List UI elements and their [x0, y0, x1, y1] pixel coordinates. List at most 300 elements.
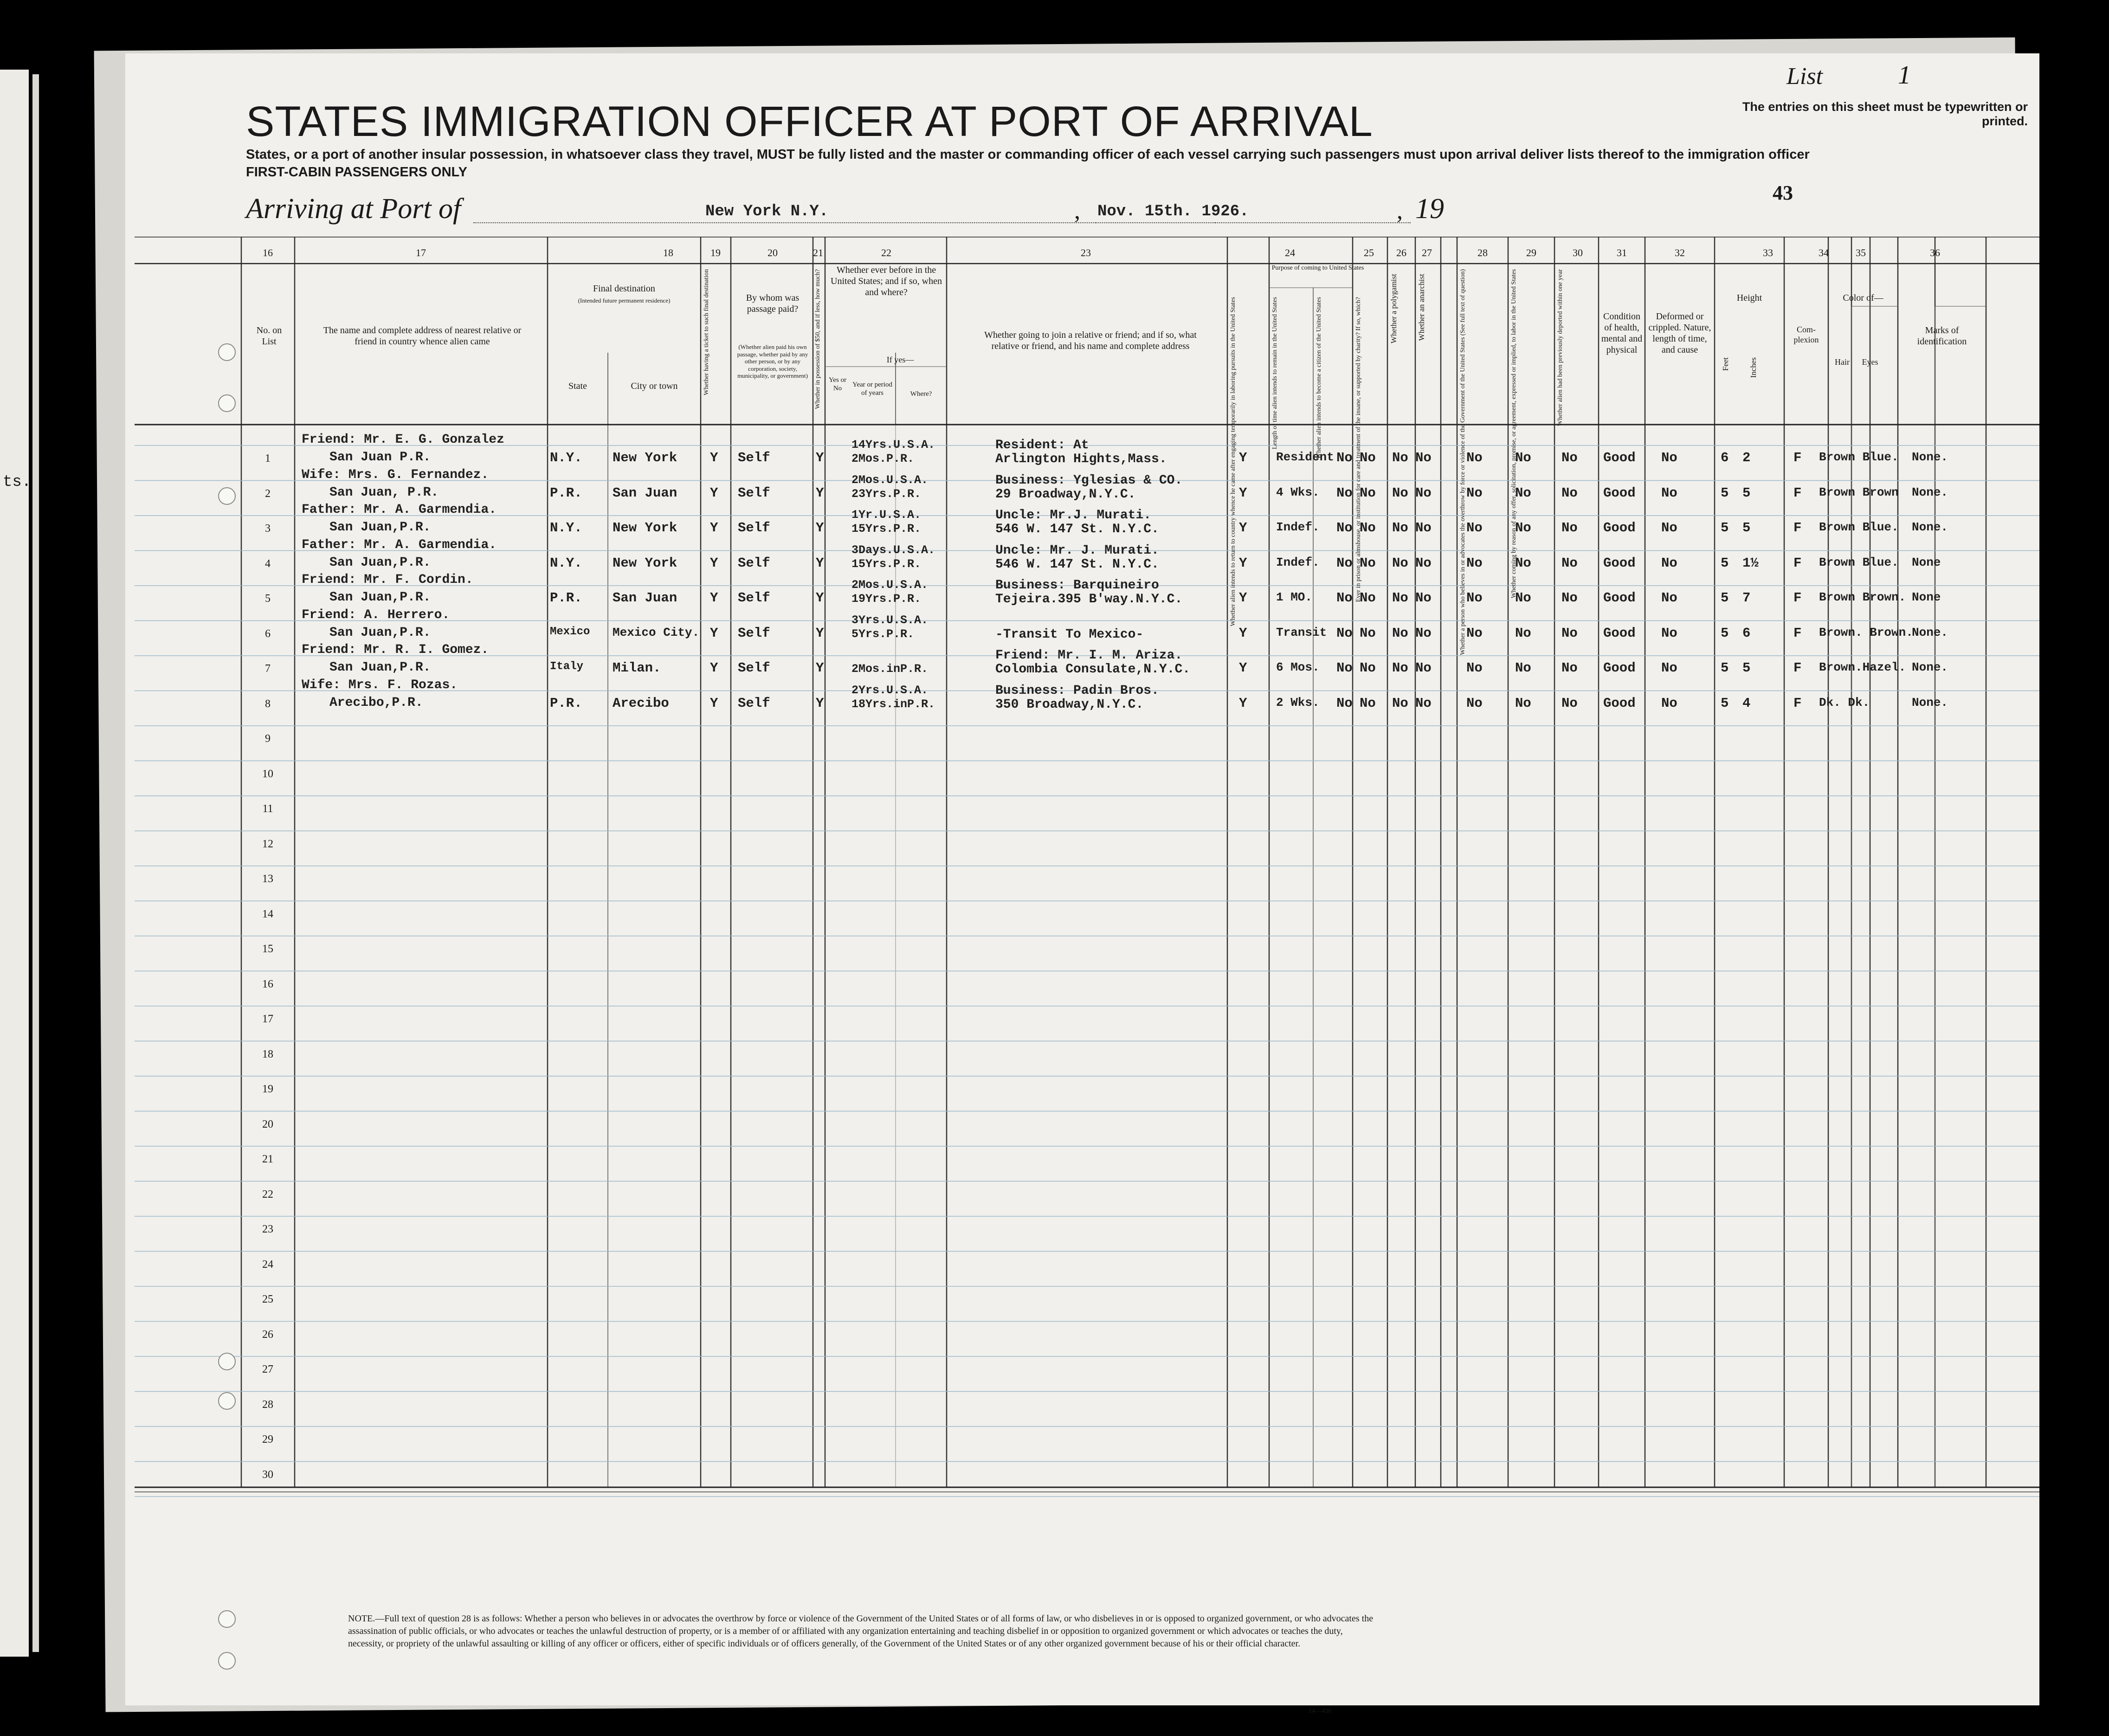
cell-purpose-length: Transit: [1276, 625, 1327, 639]
cell-purpose-return: Y: [1239, 520, 1247, 536]
cell-complexion: F: [1793, 555, 1802, 571]
header-color-of: Color of—: [1843, 293, 1883, 303]
punch-hole: [218, 1652, 236, 1670]
cell-question-28: No: [1466, 660, 1483, 676]
cell-state: Mexico: [550, 625, 590, 638]
cell-height-feet: 5: [1721, 520, 1729, 536]
cell-city: Mexico City.: [613, 625, 700, 639]
cell-question-29: No: [1515, 590, 1531, 606]
cell-anarchist: No: [1415, 520, 1432, 536]
row-number: 2: [265, 487, 271, 500]
cell-money-fifty: Y: [816, 485, 824, 501]
cell-hair-eyes: Brown Brown.: [1819, 590, 1906, 604]
header-purpose: Purpose of coming to United States: [1271, 265, 1364, 271]
header-ticket: Whether having a ticket to such final destination: [703, 269, 710, 395]
cell-join-relative-1: Business: Padin Bros.: [995, 683, 1159, 698]
cell-purpose-length: Resident: [1276, 450, 1334, 464]
cell-money-fifty: Y: [816, 590, 824, 606]
cell-purpose-citizen: No: [1336, 520, 1353, 536]
year-prefix: 19: [1415, 193, 1444, 225]
cell-purpose-citizen: No: [1336, 625, 1353, 641]
cell-question-29: No: [1515, 555, 1531, 571]
row-number: 27: [262, 1363, 273, 1375]
column-number: 30: [1573, 247, 1583, 258]
header-q30: Whether alien had been previously deported within one year: [1557, 269, 1564, 426]
cell-health: Good: [1603, 485, 1636, 501]
cell-polygamist: No: [1392, 555, 1408, 571]
column-number: 33: [1763, 247, 1773, 258]
row-number: 25: [262, 1293, 273, 1305]
cell-height-feet: 5: [1721, 485, 1729, 501]
header-yes-or-no: Yes or No: [828, 376, 847, 392]
cell-join-relative-1: Resident: At: [995, 438, 1089, 452]
header-year-period: Year or period of years: [852, 381, 892, 397]
cell-health: Good: [1603, 695, 1636, 711]
cell-before-period-2: 2Mos.P.R.: [851, 452, 915, 465]
cell-purpose-return: Y: [1239, 660, 1247, 676]
cell-question-29: No: [1515, 695, 1531, 711]
cell-complexion: F: [1793, 450, 1802, 465]
cell-question-28: No: [1466, 485, 1483, 501]
cell-hair-eyes: Brown Blue.: [1819, 450, 1899, 464]
punch-hole: [218, 487, 236, 505]
cell-polygamist: No: [1392, 590, 1408, 606]
row-number: 21: [262, 1153, 273, 1165]
punch-hole: [218, 394, 236, 412]
punch-hole: [218, 1610, 236, 1628]
cell-purpose-length: Indef.: [1276, 520, 1320, 534]
cell-state: P.R.: [550, 590, 582, 606]
arrival-date: Nov. 15th. 1926.: [1097, 203, 1249, 220]
header-final-destination-note: (Intended future permanent residence): [578, 297, 671, 304]
cell-join-relative-2: 350 Broadway,N.Y.C.: [995, 697, 1144, 712]
instruction-line-1: States, or a port of another insular possession, in whatsoever class they travel, MUST be fully listed and the master or commanding officer of each vessel carrying such passengers must upon arrival deliver lists thereof to the immigration officer: [246, 147, 1810, 162]
header-passage-paid: By whom was passage paid?: [746, 293, 800, 314]
cell-join-relative-2: 546 W. 147 St. N.Y.C.: [995, 557, 1159, 572]
date-dotted-line: [1095, 221, 1411, 223]
cell-join-relative-2: 546 W. 147 St. N.Y.C.: [995, 522, 1159, 536]
column-number: 23: [1081, 247, 1091, 258]
header-inches: Inches: [1749, 357, 1758, 378]
cell-purpose-citizen: No: [1336, 695, 1353, 711]
header-purpose-return: Whether alien intends to return to country whence he came after engaging temporarily in laboring pursuits in the United States: [1230, 297, 1237, 626]
cell-purpose-citizen: No: [1336, 660, 1353, 676]
cell-relative-name: Friend: Mr. R. I. Gomez.: [302, 643, 489, 657]
cell-polygamist: No: [1392, 450, 1408, 465]
cell-anarchist: No: [1415, 625, 1432, 641]
punch-hole: [218, 1353, 236, 1370]
cell-join-relative-1: Uncle: Mr. J. Murati.: [995, 543, 1159, 558]
row-number: 20: [262, 1118, 273, 1130]
header-if-yes: If yes—: [886, 355, 914, 364]
header-prison: Ever in prison or almshouse, or institution for care and treatment of the insane, or supported by charity? If so, which?: [1355, 297, 1362, 602]
cell-deformed: No: [1661, 590, 1677, 606]
cell-join-relative-2: 29 Broadway,N.Y.C.: [995, 487, 1136, 502]
cell-question-30: No: [1561, 660, 1578, 676]
cell-marks: None.: [1912, 660, 1948, 674]
row-number: 13: [262, 873, 273, 885]
cell-anarchist: No: [1415, 555, 1432, 571]
row-number: 6: [265, 627, 271, 640]
cell-polygamist: No: [1392, 485, 1408, 501]
header-relative-address: The name and complete address of nearest relative or friend in country whence alien came: [323, 325, 522, 347]
cell-passage-paid: Self: [738, 625, 770, 641]
cell-purpose-return: Y: [1239, 695, 1247, 711]
header-complexion: Com-plexion: [1793, 325, 1819, 344]
row-number: 3: [265, 523, 271, 535]
column-number: 19: [710, 247, 721, 258]
cell-relative-name: Father: Mr. A. Garmendia.: [302, 503, 497, 517]
cell-before-period-1: 2Yrs.U.S.A.: [851, 683, 929, 697]
cell-question-30: No: [1561, 520, 1578, 536]
row-number: 26: [262, 1328, 273, 1341]
row-number: 16: [262, 978, 273, 990]
arrival-line: [246, 193, 1638, 230]
cell-complexion: F: [1793, 660, 1802, 676]
cell-relative-city: San Juan,P.R.: [329, 590, 431, 605]
cell-purpose-return: Y: [1239, 625, 1247, 641]
cell-money-fifty: Y: [816, 625, 824, 641]
row-number: 8: [265, 697, 271, 710]
column-number: 28: [1477, 247, 1488, 258]
manifest-sheet: [125, 53, 2039, 1715]
cell-money-fifty: Y: [816, 695, 824, 711]
cell-before-period-1: 3Yrs.U.S.A.: [851, 613, 929, 627]
cell-passage-paid: Self: [738, 695, 770, 711]
cell-prison: No: [1360, 520, 1376, 536]
row-number: 30: [262, 1468, 273, 1481]
header-feet: Feet: [1721, 357, 1730, 371]
cell-prison: No: [1360, 485, 1376, 501]
cell-purpose-citizen: No: [1336, 450, 1353, 465]
cell-ticket: Y: [710, 625, 718, 641]
header-no-on-list: No. on List: [256, 325, 282, 347]
cell-purpose-citizen: No: [1336, 590, 1353, 606]
cell-purpose-length: 4 Wks.: [1276, 485, 1320, 499]
cell-before-period-2: 19Yrs.P.R.: [851, 592, 922, 606]
header-hair: Hair: [1835, 357, 1850, 367]
row-number: 29: [262, 1433, 273, 1446]
adjacent-page-text: ts.: [3, 473, 32, 491]
cell-relative-city: San Juan,P.R.: [329, 555, 431, 570]
cell-marks: None: [1912, 590, 1941, 604]
cell-city: New York: [613, 450, 677, 465]
cell-polygamist: No: [1392, 660, 1408, 676]
cell-purpose-return: Y: [1239, 450, 1247, 465]
cell-before-period-1: 3Days.U.S.A.: [851, 543, 935, 557]
cell-purpose-length: 1 MO.: [1276, 590, 1313, 604]
column-number: 16: [263, 247, 273, 258]
cell-hair-eyes: Brown.Hazel.: [1819, 660, 1906, 674]
cell-relative-city: Arecibo,P.R.: [329, 695, 423, 710]
cell-prison: No: [1360, 450, 1376, 465]
cell-health: Good: [1603, 625, 1636, 641]
header-marks: Marks of identification: [1917, 325, 1967, 347]
column-number: 35: [1856, 247, 1866, 258]
cell-question-29: No: [1515, 450, 1531, 465]
cell-state: N.Y.: [550, 520, 582, 536]
cell-question-28: No: [1466, 450, 1483, 465]
cell-height-inches: 2: [1742, 450, 1751, 465]
cell-before-period-2: 23Yrs.P.R.: [851, 487, 922, 501]
cell-health: Good: [1603, 555, 1636, 571]
cell-city: New York: [613, 555, 677, 571]
cell-health: Good: [1603, 590, 1636, 606]
cell-passage-paid: Self: [738, 450, 770, 465]
cell-hair-eyes: Brown Blue.: [1819, 555, 1899, 569]
column-number: 34: [1819, 247, 1829, 258]
cell-deformed: No: [1661, 450, 1677, 465]
cell-question-30: No: [1561, 450, 1578, 465]
cell-height-inches: 5: [1742, 520, 1751, 536]
cell-purpose-citizen: No: [1336, 485, 1353, 501]
row-number: 9: [265, 733, 271, 745]
cell-join-relative-2: Arlington Hights,Mass.: [995, 452, 1167, 466]
cell-before-period-2: 2Mos.inP.R.: [851, 662, 929, 676]
cell-purpose-return: Y: [1239, 485, 1247, 501]
cell-state: N.Y.: [550, 555, 582, 571]
cell-join-relative-1: Business: Yglesias & CO.: [995, 473, 1183, 488]
cell-question-30: No: [1561, 625, 1578, 641]
cell-deformed: No: [1661, 660, 1677, 676]
row-number: 11: [262, 803, 273, 815]
cell-health: Good: [1603, 450, 1636, 465]
cell-city: San Juan: [613, 590, 677, 606]
cell-before-period-2: 18Yrs.inP.R.: [851, 697, 935, 711]
header-where: Where?: [910, 390, 932, 398]
header-join-relative: Whether going to join a relative or friend; and if so, what relative or friend, and his name and complete address: [984, 330, 1197, 351]
cell-city: New York: [613, 520, 677, 536]
cell-polygamist: No: [1392, 520, 1408, 536]
cell-height-inches: 4: [1742, 695, 1751, 711]
header-money: Whether in possession of $50, and if less, how much?: [814, 269, 821, 409]
column-number: 24: [1285, 247, 1295, 258]
cell-city: San Juan: [613, 485, 677, 501]
cell-relative-city: San Juan,P.R.: [329, 520, 431, 535]
header-height: Height: [1736, 293, 1762, 303]
cell-anarchist: No: [1415, 695, 1432, 711]
cell-question-29: No: [1515, 485, 1531, 501]
cell-anarchist: No: [1415, 660, 1432, 676]
cell-state: Italy: [550, 660, 584, 673]
instructions: [246, 146, 1847, 181]
cell-marks: None: [1912, 555, 1941, 569]
cell-height-feet: 5: [1721, 590, 1729, 606]
row-number: 1: [265, 452, 271, 465]
cell-deformed: No: [1661, 695, 1677, 711]
cell-deformed: No: [1661, 625, 1677, 641]
cell-purpose-length: 6 Mos.: [1276, 660, 1320, 674]
cell-complexion: F: [1793, 590, 1802, 606]
cell-purpose-citizen: No: [1336, 555, 1353, 571]
cell-ticket: Y: [710, 590, 718, 606]
cell-question-30: No: [1561, 695, 1578, 711]
row-number: 23: [262, 1223, 273, 1235]
row-number: 24: [262, 1258, 273, 1271]
cell-health: Good: [1603, 660, 1636, 676]
cell-money-fifty: Y: [816, 450, 824, 465]
column-number: 36: [1930, 247, 1940, 258]
cell-relative-city: San Juan,P.R.: [329, 660, 431, 675]
cell-before-period-1: 14Yrs.U.S.A.: [851, 438, 935, 452]
header-purpose-citizen: Whether alien intends to become a citizen of the United States: [1316, 297, 1322, 459]
cell-before-period-2: 15Yrs.P.R.: [851, 522, 922, 536]
column-number: 17: [416, 247, 426, 258]
header-deformed: Deformed or crippled. Nature, length of time, and cause: [1648, 311, 1711, 355]
column-number: 32: [1675, 247, 1685, 258]
row-number: 4: [265, 557, 271, 570]
adjacent-page-edge: [0, 70, 32, 1657]
cell-prison: No: [1360, 590, 1376, 606]
cell-deformed: No: [1661, 485, 1677, 501]
cell-relative-name: Friend: A. Herrero.: [302, 607, 450, 622]
list-label: List: [1787, 63, 1823, 90]
cell-height-feet: 5: [1721, 625, 1729, 641]
cell-relative-name: Friend: Mr. E. G. Gonzalez: [302, 432, 504, 447]
cell-question-28: No: [1466, 520, 1483, 536]
cell-state: P.R.: [550, 485, 582, 501]
cell-marks: None.: [1912, 450, 1948, 464]
column-number: 26: [1396, 247, 1406, 258]
cell-height-inches: 5: [1742, 485, 1751, 501]
row-number: 12: [262, 838, 273, 850]
cell-relative-city: San Juan P.R.: [329, 450, 431, 465]
column-number: 20: [767, 247, 778, 258]
cell-height-feet: 5: [1721, 695, 1729, 711]
row-number: 15: [262, 943, 273, 955]
comma: ,: [1397, 198, 1403, 224]
cell-height-inches: 6: [1742, 625, 1751, 641]
cell-prison: No: [1360, 625, 1376, 641]
cell-hair-eyes: Brown. Brown.: [1819, 625, 1913, 639]
cell-money-fifty: Y: [816, 520, 824, 536]
cell-question-28: No: [1466, 555, 1483, 571]
cell-hair-eyes: Brown Blue.: [1819, 520, 1899, 534]
cell-ticket: Y: [710, 520, 718, 536]
cell-before-period-2: 15Yrs.P.R.: [851, 557, 922, 571]
cell-relative-city: San Juan,P.R.: [329, 625, 431, 640]
header-q29: Whether coming by reason of any offer, solicitation, promise, or agreement, expressed or implied, to labor in the United States: [1510, 269, 1517, 599]
cell-relative-name: Wife: Mrs. G. Fernandez.: [302, 467, 489, 482]
header-city: City or town: [631, 381, 678, 391]
cell-height-inches: 5: [1742, 660, 1751, 676]
cell-passage-paid: Self: [738, 590, 770, 606]
cell-purpose-length: Indef.: [1276, 555, 1320, 569]
comma: ,: [1074, 198, 1080, 224]
header-final-destination: Final destination: [593, 284, 655, 294]
cell-hair-eyes: Dk. Dk.: [1819, 695, 1870, 710]
cell-join-relative-1: Business: Barquineiro: [995, 578, 1159, 593]
cell-marks: None.: [1912, 520, 1948, 534]
cell-relative-name: Wife: Mrs. F. Rozas.: [302, 678, 458, 692]
cell-prison: No: [1360, 660, 1376, 676]
cell-deformed: No: [1661, 555, 1677, 571]
header-anarchist: Whether an anarchist: [1417, 274, 1426, 341]
cell-ticket: Y: [710, 485, 718, 501]
cell-relative-city: San Juan, P.R.: [329, 485, 439, 500]
cell-height-feet: 6: [1721, 450, 1729, 465]
adjacent-page-edge-shadow: [32, 74, 39, 1652]
column-number: 27: [1422, 247, 1432, 258]
row-number: 19: [262, 1083, 273, 1095]
cell-anarchist: No: [1415, 590, 1432, 606]
cell-height-feet: 5: [1721, 660, 1729, 676]
column-number: 21: [813, 247, 823, 258]
header-state: State: [568, 381, 587, 391]
cell-question-29: No: [1515, 660, 1531, 676]
cell-anarchist: No: [1415, 485, 1432, 501]
cell-before-period-2: 5Yrs.P.R.: [851, 627, 915, 641]
cell-passage-paid: Self: [738, 485, 770, 501]
cell-question-28: No: [1466, 625, 1483, 641]
column-number: 18: [663, 247, 673, 258]
row-number: 17: [262, 1013, 273, 1025]
cell-question-30: No: [1561, 555, 1578, 571]
cell-prison: No: [1360, 555, 1376, 571]
cell-question-29: No: [1515, 625, 1531, 641]
cell-passage-paid: Self: [738, 520, 770, 536]
header-condition: Condition of health, mental and physical: [1601, 311, 1643, 355]
punch-hole: [218, 343, 236, 361]
cell-marks: None.: [1912, 695, 1948, 710]
cell-marks: None.: [1912, 625, 1948, 639]
row-number: 28: [262, 1398, 273, 1411]
cell-money-fifty: Y: [816, 555, 824, 571]
cell-state: N.Y.: [550, 450, 582, 465]
cell-question-28: No: [1466, 695, 1483, 711]
cell-complexion: F: [1793, 520, 1802, 536]
cell-height-inches: 7: [1742, 590, 1751, 606]
row-number: 10: [262, 768, 273, 780]
row-number: 18: [262, 1048, 273, 1060]
cell-state: P.R.: [550, 695, 582, 711]
footnote: NOTE.—Full text of question 28 is as follows: Whether a person who believes in or advocates the overthrow by force or violence of the Government of the United States or of all forms of law, or who disbelieves in or is opposed to organized government, or who advocates the assassination of public officials, or who advocates or teaches the unlawful destruction of property, or is a member of or affiliated with any organization entertaining and teaching disbelief in or opposition to organized government or which advocates or teaches the duty, necessity, or propriety of the unlawful assaulting or killing of any officer or officers, either of specific individuals or of officers generally, of the Government of the United States or of any other organized government because of his or their official character.: [348, 1613, 1374, 1649]
cell-prison: No: [1360, 695, 1376, 711]
header-polygamist: Whether a polygamist: [1389, 274, 1398, 344]
column-number: 29: [1526, 247, 1536, 258]
cell-polygamist: No: [1392, 695, 1408, 711]
arrival-port: New York N.Y.: [705, 203, 829, 220]
instruction-line-2: FIRST-CABIN PASSENGERS ONLY: [246, 164, 467, 180]
header-eyes: Eyes: [1862, 357, 1878, 367]
cell-marks: None.: [1912, 485, 1948, 499]
cell-complexion: F: [1793, 695, 1802, 711]
cell-ticket: Y: [710, 695, 718, 711]
form-code: 14—430: [1309, 1708, 1331, 1715]
cell-ticket: Y: [710, 555, 718, 571]
cell-relative-name: Father: Mr. A. Garmendia.: [302, 537, 497, 552]
cell-question-29: No: [1515, 520, 1531, 536]
row-number: 5: [265, 593, 271, 605]
sheet-number: 43: [1773, 181, 1793, 204]
header-purpose-length: Length of time alien intends to remain in the United States: [1271, 297, 1278, 450]
cell-anarchist: No: [1415, 450, 1432, 465]
cell-relative-name: Friend: Mr. F. Cordin.: [302, 573, 473, 587]
cell-passage-paid: Self: [738, 555, 770, 571]
row-number: 7: [265, 663, 271, 675]
cell-join-relative-1: Friend: Mr. I. M. Ariza.: [995, 648, 1183, 663]
cell-join-relative-2: Tejeira.395 B'way.N.Y.C.: [995, 592, 1183, 607]
passenger-table: [135, 237, 2039, 1568]
arrival-label: Arriving at Port of: [246, 193, 461, 225]
cell-before-period-1: 2Mos.U.S.A.: [851, 473, 929, 487]
cell-join-relative-1: Uncle: Mr.J. Murati.: [995, 508, 1152, 523]
cell-question-28: No: [1466, 590, 1483, 606]
header-ever-before: Whether ever before in the United States; and if so, when and where?: [831, 265, 942, 297]
header-q28: Whether a person who believes in or advocates the overthrow by force or violence of the Government of the United States (See full text of question): [1459, 269, 1466, 655]
cell-ticket: Y: [710, 450, 718, 465]
cell-purpose-length: 2 Wks.: [1276, 695, 1320, 710]
